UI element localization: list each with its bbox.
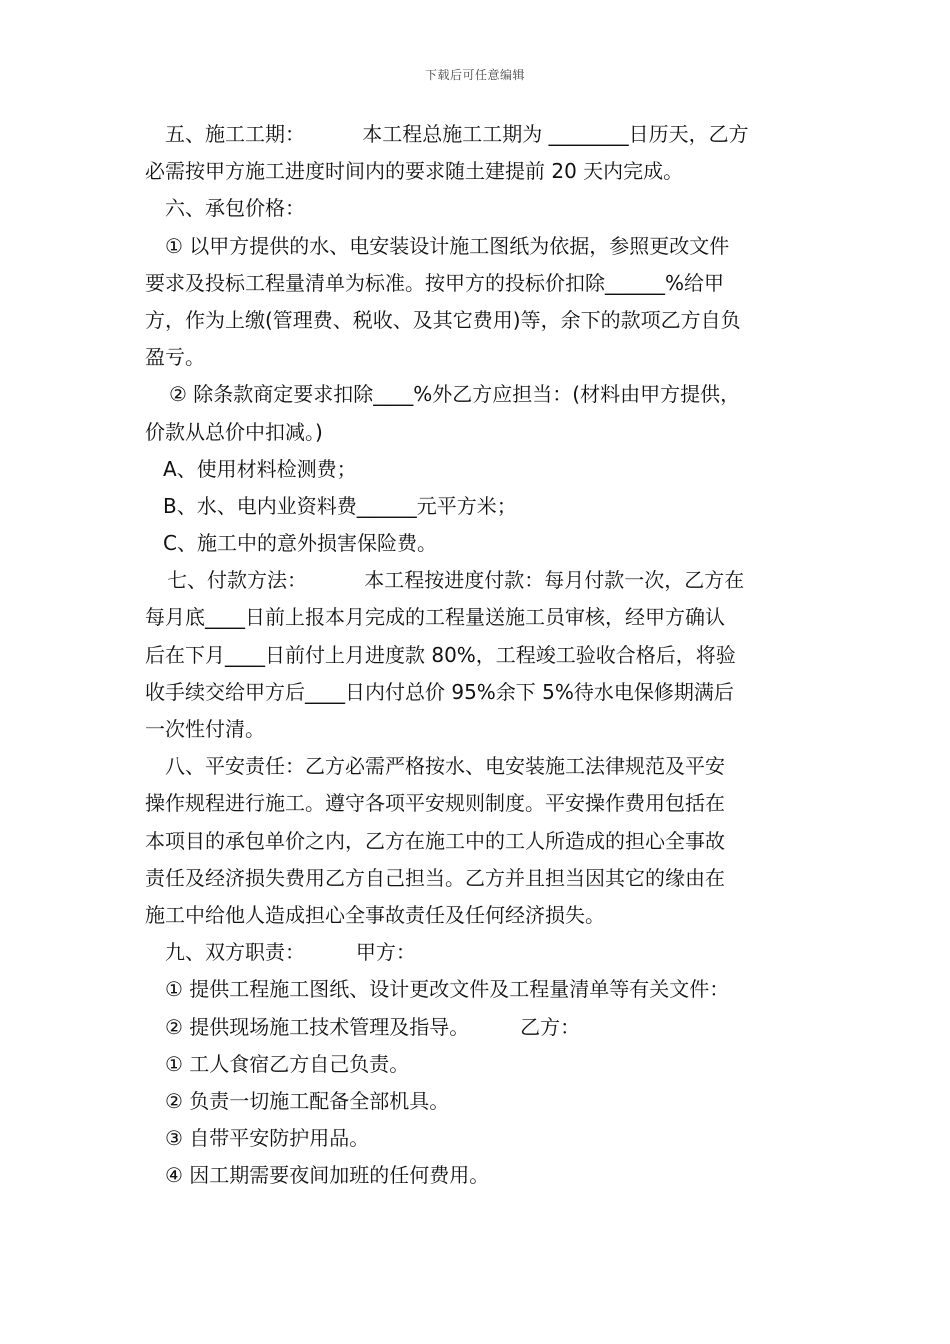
list-item: ② 除条款商定要求扣除____%外乙方应担当：(材料由甲方提供， xyxy=(169,382,741,407)
list-item: ④ 因工期需要夜间加班的任何费用。 xyxy=(165,1163,490,1188)
paragraph-line: 操作规程进行施工。遵守各项平安规则制度。平安操作费用包括在 xyxy=(145,791,725,816)
section-5-construction-period: 五、施工工期： 本工程总施工工期为 ________日历天，乙方 xyxy=(165,122,749,146)
document-body xyxy=(145,116,817,1194)
paragraph-line: 后在下月____日前付上月进度款 80%，工程竣工验收合格后，将验 xyxy=(145,642,736,667)
section-7-payment-method: 七、付款方法： 本工程按进度付款：每月付款一次，乙方在 xyxy=(167,568,745,593)
paragraph-line: 盈亏。 xyxy=(145,345,205,370)
section-9-responsibilities: 九、双方职责： 甲方： xyxy=(165,940,416,965)
list-item: B、水、电内业资料费______元平方米； xyxy=(163,493,517,518)
paragraph-line: 必需按甲方施工进度时间内的要求随土建提前 20 天内完成。 xyxy=(145,159,684,184)
list-item: ② 负责一切施工配备全部机具。 xyxy=(165,1088,450,1113)
list-item: ① 提供工程施工图纸、设计更改文件及工程量清单等有关文件： xyxy=(165,977,730,1002)
section-8-safety-responsibility: 八、平安责任：乙方必需严格按水、电安装施工法律规范及平安 xyxy=(165,754,725,779)
paragraph-line: 责任及经济损失费用乙方自己担当。乙方并且担当因其它的缘由在 xyxy=(145,865,725,890)
list-item: ① 工人食宿乙方自己负责。 xyxy=(165,1051,410,1076)
paragraph-line: 施工中给他人造成担心全事故责任及任何经济损失。 xyxy=(145,902,605,927)
list-item: ① 以甲方提供的水、电安装设计施工图纸为依据，参照更改文件 xyxy=(165,233,730,258)
paragraph-line: 收手续交给甲方后____日内付总价 95%余下 5%待水电保修期满后 xyxy=(145,679,734,704)
paragraph-line: 价款从总价中扣减。) xyxy=(145,419,323,444)
list-item: ③ 自带平安防护用品。 xyxy=(165,1126,370,1151)
paragraph-line: 一次性付清。 xyxy=(145,717,265,741)
list-item: ② 提供现场施工技术管理及指导。 乙方： xyxy=(165,1014,581,1039)
paragraph-line: 方，作为上缴(管理费、税收、及其它费用)等，余下的款项乙方自负 xyxy=(145,307,741,332)
paragraph-line: 本项目的承包单价之内，乙方在施工中的工人所造成的担心全事故 xyxy=(145,828,725,853)
paragraph-line: 要求及投标工程量清单为标准。按甲方的投标价扣除______%给甲 xyxy=(145,270,725,295)
header-note: 下载后可任意编辑 xyxy=(424,68,525,82)
section-6-contract-price: 六、承包价格： xyxy=(165,196,305,221)
paragraph-line: 每月底____日前上报本月完成的工程量送施工员审核，经甲方确认 xyxy=(145,605,725,630)
list-item: A、使用材料检测费； xyxy=(163,456,357,481)
list-item: C、施工中的意外损害保险费。 xyxy=(163,531,437,556)
